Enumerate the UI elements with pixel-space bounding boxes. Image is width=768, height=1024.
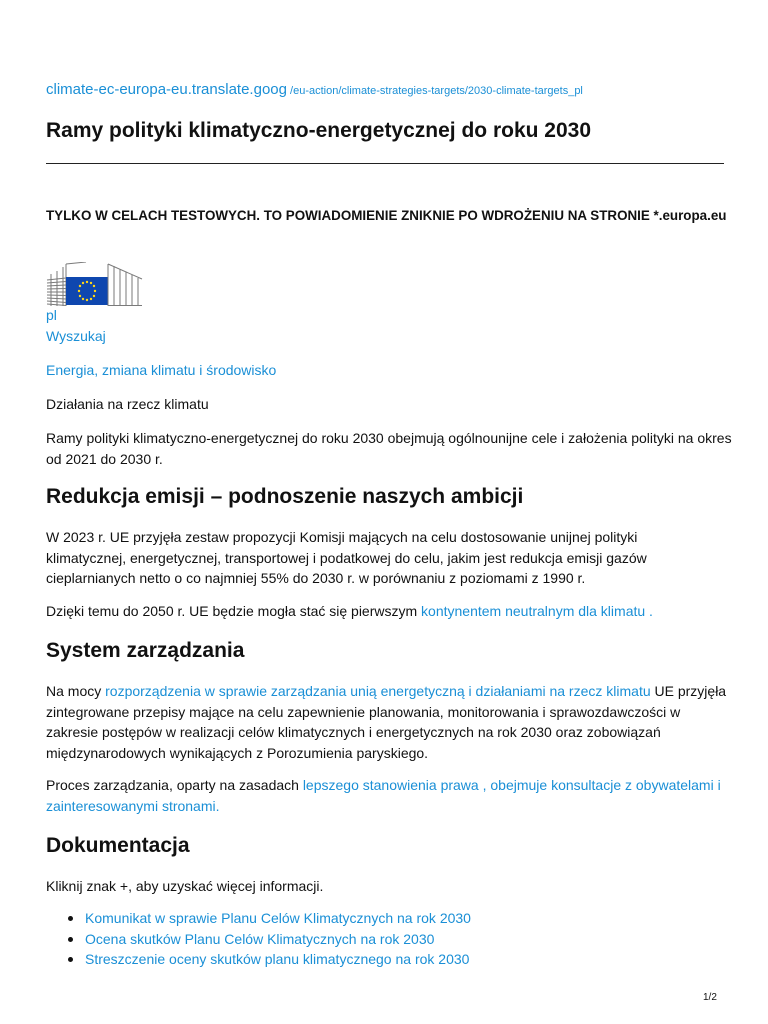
list-item (46, 929, 471, 950)
intro-paragraph: Ramy polityki klimatyczno-energetycznej do roku 2030 obejmują ogólnounijne cele i założenia polityki na okres od 2021 do 2030 r. (46, 430, 732, 467)
title-divider (46, 163, 724, 164)
documentation-hint: Kliknij znak +, aby uzyskać więcej informacji. (46, 878, 324, 894)
page-title: Ramy polityki klimatyczno-energetycznej do roku 2030 (46, 119, 592, 142)
breadcrumb-category-link[interactable]: Energia, zmiana klimatu i środowisko (46, 362, 277, 378)
document-link[interactable]: Komunikat w sprawie Planu Celów Klimatycznych na rok 2030 (85, 910, 471, 926)
search-link[interactable]: Wyszukaj (46, 328, 106, 344)
governance-paragraph-2 (46, 775, 736, 816)
better-regulation-link[interactable]: lepszego stanowienia prawa , obejmuje konsultacje z obywatelami i zainteresowanymi stronami. (46, 777, 721, 814)
section-label: Działania na rzecz klimatu (46, 396, 209, 412)
governance-paragraph-1 (46, 681, 736, 763)
document-link[interactable]: Ocena skutków Planu Celów Klimatycznych na rok 2030 (85, 930, 435, 947)
emissions-paragraph-2-text: Dzięki temu do 2050 r. UE będzie mogła stać się pierwszym (46, 603, 422, 619)
documentation-heading: Dokumentacja (46, 834, 190, 857)
emissions-paragraph-2 (46, 601, 736, 622)
documentation-list (46, 908, 471, 970)
emissions-paragraph-1: W 2023 r. UE przyjęła zestaw propozycji Komisji mających na celu dostosowanie unijnej polityki klimatycznej, energetycznej, transportowej i podatkowej do celu, jakim jest redukcja emisji gazów cieplarnianych netto o co najmniej 55% do 2030 r. w porównaniu z poziomami z 1990 r. (46, 529, 647, 586)
source-url[interactable] (46, 81, 583, 99)
bullet-icon (68, 916, 73, 921)
bullet-icon (68, 957, 73, 962)
governance-paragraph-2-lead: Proces zarządzania, oparty na zasadach (46, 777, 303, 793)
page-number: 1/2 (703, 992, 717, 1003)
governance-paragraph-1-rest: UE przyjęła zintegrowane przepisy mające na celu zapewnienie planowania, monitorowania i sprawozdawczości w zakresie postępów w realizacji celów klimatycznych i energetycznych na rok 2030 oraz zobowiązań międzynarodowych wynikających z Porozumienia paryskiego. (46, 683, 727, 761)
document-link[interactable]: Streszczenie oceny skutków planu klimatycznego na rok 2030 (85, 951, 470, 967)
governance-paragraph-1-lead: Na mocy (46, 683, 106, 699)
bullet-icon (68, 937, 73, 942)
governance-regulation-link[interactable]: rozporządzenia w sprawie zarządzania unią energetyczną i działaniami na rzecz klimatu (105, 683, 651, 699)
logo-building-right (108, 264, 142, 306)
source-url-path[interactable]: /eu-action/climate-strategies-targets/2030-climate-targets_pl (286, 85, 583, 97)
language-link[interactable]: pl (46, 307, 57, 323)
governance-heading: System zarządzania (46, 639, 245, 662)
list-item (46, 908, 471, 929)
emissions-heading: Redukcja emisji – podnoszenie naszych ambicji (46, 485, 524, 508)
european-commission-logo[interactable] (46, 262, 143, 307)
climate-neutral-continent-link[interactable]: kontynentem neutralnym dla klimatu . (421, 603, 653, 619)
source-url-host[interactable]: climate-ec-europa-eu.translate.goog (46, 81, 287, 98)
test-notice: TYLKO W CELACH TESTOWYCH. TO POWIADOMIENIE ZNIKNIE PO WDROŻENIU NA STRONIE *.europa.eu (46, 208, 727, 223)
list-item (46, 949, 471, 970)
